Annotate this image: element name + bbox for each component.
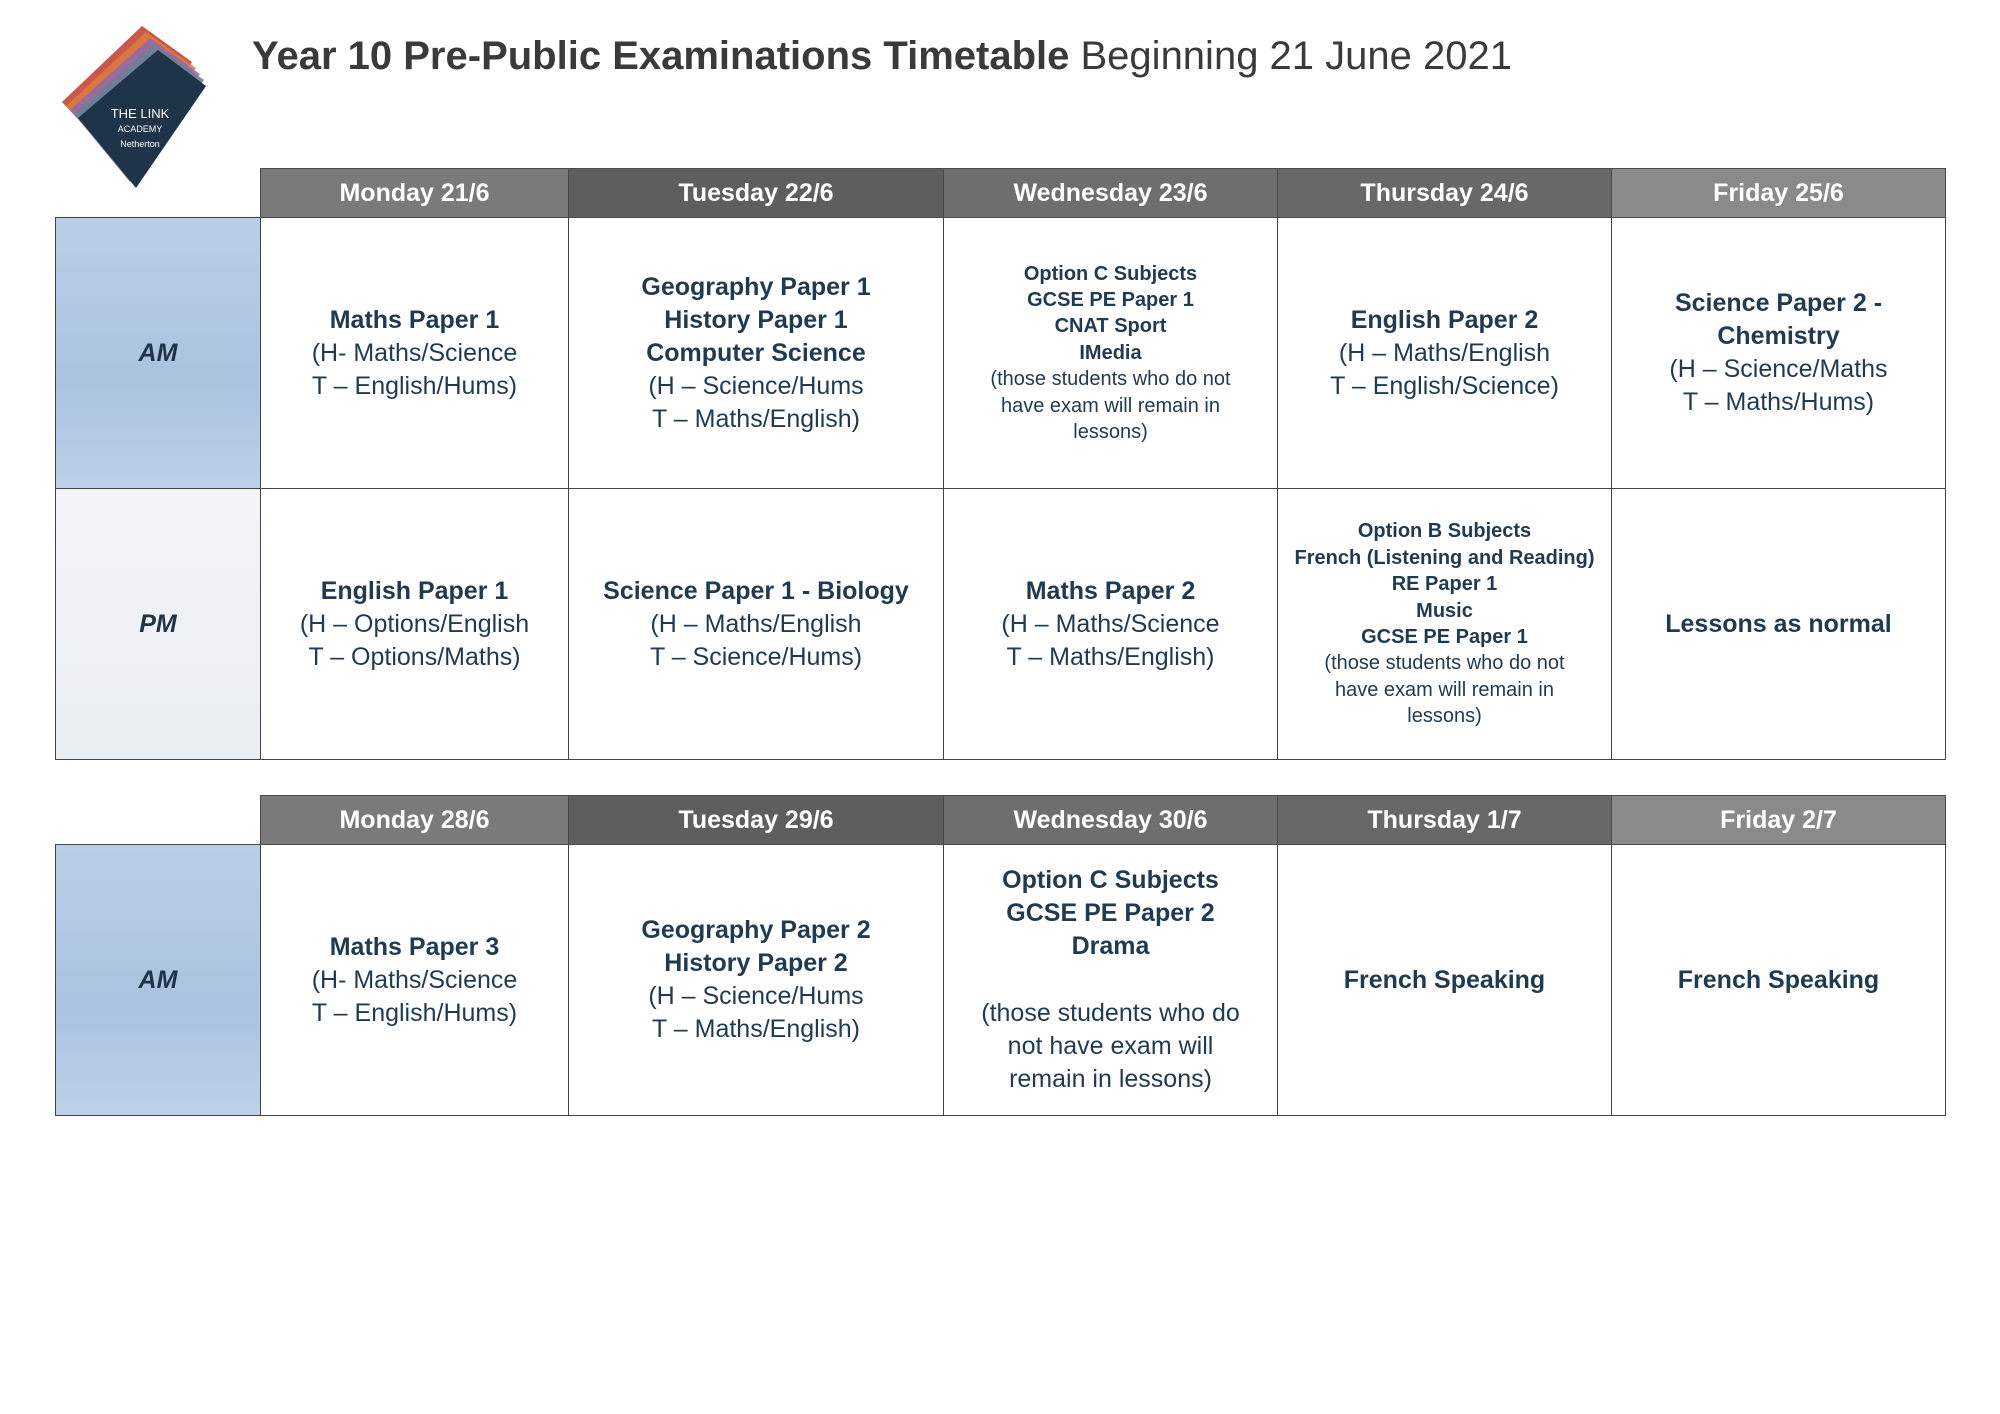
exam-note: have exam will remain in <box>1001 394 1220 417</box>
exam-cell <box>1612 218 1946 489</box>
exam-note: (H – Maths/English <box>1338 338 1551 367</box>
exam-note: (H – Maths/Science <box>1001 609 1220 638</box>
exam-title: Maths Paper 3 <box>329 932 500 961</box>
exam-title: GCSE PE Paper 1 <box>1361 626 1528 648</box>
exam-note: T – Options/Maths) <box>308 642 521 671</box>
exam-note: (those students who do <box>981 999 1240 1027</box>
exam-note: not have exam will <box>1007 1032 1214 1060</box>
exam-title: History Paper 1 <box>664 305 848 334</box>
exam-title: Maths Paper 1 <box>329 305 500 334</box>
exam-note: (H – Maths/English <box>650 609 862 638</box>
exam-title: Maths Paper 2 <box>1025 576 1196 605</box>
exam-cell <box>261 489 569 760</box>
exam-cell <box>944 218 1278 489</box>
day-header: Thursday 1/7 <box>1278 796 1612 845</box>
exam-title: CNAT Sport <box>1054 315 1167 338</box>
exam-note: T – English/Science) <box>1330 371 1559 400</box>
day-header: Monday 21/6 <box>261 169 569 218</box>
exam-cell <box>944 489 1278 760</box>
week1-am-row <box>56 218 1946 489</box>
exam-note: T – English/Hums) <box>311 371 518 400</box>
exam-title: Option C Subjects <box>1002 866 1219 894</box>
week2-header-row <box>56 796 1946 845</box>
exam-title: French (Listening and Reading) <box>1294 546 1595 569</box>
academy-logo <box>58 22 208 192</box>
day-header: Tuesday 29/6 <box>569 796 944 845</box>
exam-note: T – Maths/English) <box>652 404 860 433</box>
exam-cell <box>1278 218 1612 489</box>
exam-cell <box>569 845 944 1116</box>
exam-note: have exam will remain in <box>1335 678 1554 701</box>
exam-title: English Paper 1 <box>320 576 509 605</box>
exam-cell <box>1278 845 1612 1116</box>
exam-cell <box>1612 845 1946 1116</box>
exam-title: Drama <box>1071 932 1150 960</box>
exam-cell <box>261 218 569 489</box>
exam-cell <box>569 218 944 489</box>
title-rest: Beginning 21 June 2021 <box>1069 34 1512 78</box>
exam-title: GCSE PE Paper 2 <box>1006 899 1215 927</box>
am-slot-label: AM <box>56 845 261 1116</box>
timetable-week1 <box>55 168 1946 760</box>
spacer <box>944 963 1277 997</box>
logo-line2: ACADEMY <box>117 124 163 134</box>
exam-title: History Paper 2 <box>664 949 848 977</box>
day-header: Thursday 24/6 <box>1278 169 1612 218</box>
exam-note: (H – Science/Hums <box>648 982 864 1010</box>
exam-note: (those students who do not <box>990 368 1231 391</box>
header-blank <box>56 169 261 218</box>
exam-title: Science Paper 2 - <box>1674 289 1883 317</box>
exam-title: English Paper 2 <box>1350 305 1539 334</box>
exam-note: T – Maths/English) <box>652 1015 860 1043</box>
exam-cell <box>261 845 569 1116</box>
exam-note: (H- Maths/Science <box>311 965 518 994</box>
week1-header-row <box>56 169 1946 218</box>
day-header: Monday 28/6 <box>261 796 569 845</box>
exam-title: GCSE PE Paper 1 <box>1027 289 1194 312</box>
exam-title: French Speaking <box>1343 965 1546 994</box>
exam-title: Science Paper 1 - Biology <box>603 576 909 605</box>
timetable-week2 <box>55 795 1946 1116</box>
day-header: Friday 2/7 <box>1612 796 1946 845</box>
exam-note: T – English/Hums) <box>311 998 518 1027</box>
exam-note: remain in lessons) <box>1009 1065 1212 1093</box>
exam-title: Option B Subjects <box>1357 520 1532 543</box>
week2-am-row <box>56 845 1946 1116</box>
exam-title: Music <box>1416 599 1473 622</box>
exam-note: T – Science/Hums) <box>649 642 863 671</box>
day-header: Wednesday 23/6 <box>944 169 1278 218</box>
exam-cell <box>569 489 944 760</box>
logo-line1: THE LINK <box>110 106 170 121</box>
header-blank <box>56 796 261 845</box>
exam-cell <box>1278 489 1612 760</box>
exam-note: (H – Options/English <box>299 609 530 638</box>
exam-title: Option C Subjects <box>1023 262 1198 285</box>
exam-note: (H – Science/Hums <box>648 371 864 400</box>
logo-line3: Netherton <box>120 139 160 149</box>
week1-pm-row <box>56 489 1946 760</box>
exam-note: (those students who do not <box>1324 652 1565 675</box>
exam-cell <box>1612 489 1946 760</box>
exam-note: (H – Science/Maths <box>1669 355 1888 383</box>
exam-note: lessons) <box>1073 420 1148 443</box>
day-header: Tuesday 22/6 <box>569 169 944 218</box>
title-bold: Year 10 Pre-Public Examinations Timetable <box>252 34 1070 78</box>
exam-title: Geography Paper 1 <box>641 272 871 301</box>
am-slot-label: AM <box>56 218 261 489</box>
exam-note: T – Maths/English) <box>1006 642 1215 671</box>
day-header: Wednesday 30/6 <box>944 796 1278 845</box>
exam-title: RE Paper 1 <box>1391 573 1498 596</box>
exam-title: Geography Paper 2 <box>641 916 871 944</box>
day-header: Friday 25/6 <box>1612 169 1946 218</box>
exam-title: IMedia <box>1079 341 1142 364</box>
exam-title: Computer Science <box>646 338 866 367</box>
exam-note: lessons) <box>1407 705 1482 728</box>
exam-title: Chemistry <box>1717 322 1840 350</box>
exam-note: T – Maths/Hums) <box>1682 388 1875 416</box>
page-title <box>252 34 1512 79</box>
pm-slot-label: PM <box>56 489 261 760</box>
exam-title: French Speaking <box>1677 965 1880 994</box>
exam-cell <box>944 845 1278 1116</box>
exam-note: (H- Maths/Science <box>311 338 518 367</box>
exam-title: Lessons as normal <box>1665 609 1892 638</box>
